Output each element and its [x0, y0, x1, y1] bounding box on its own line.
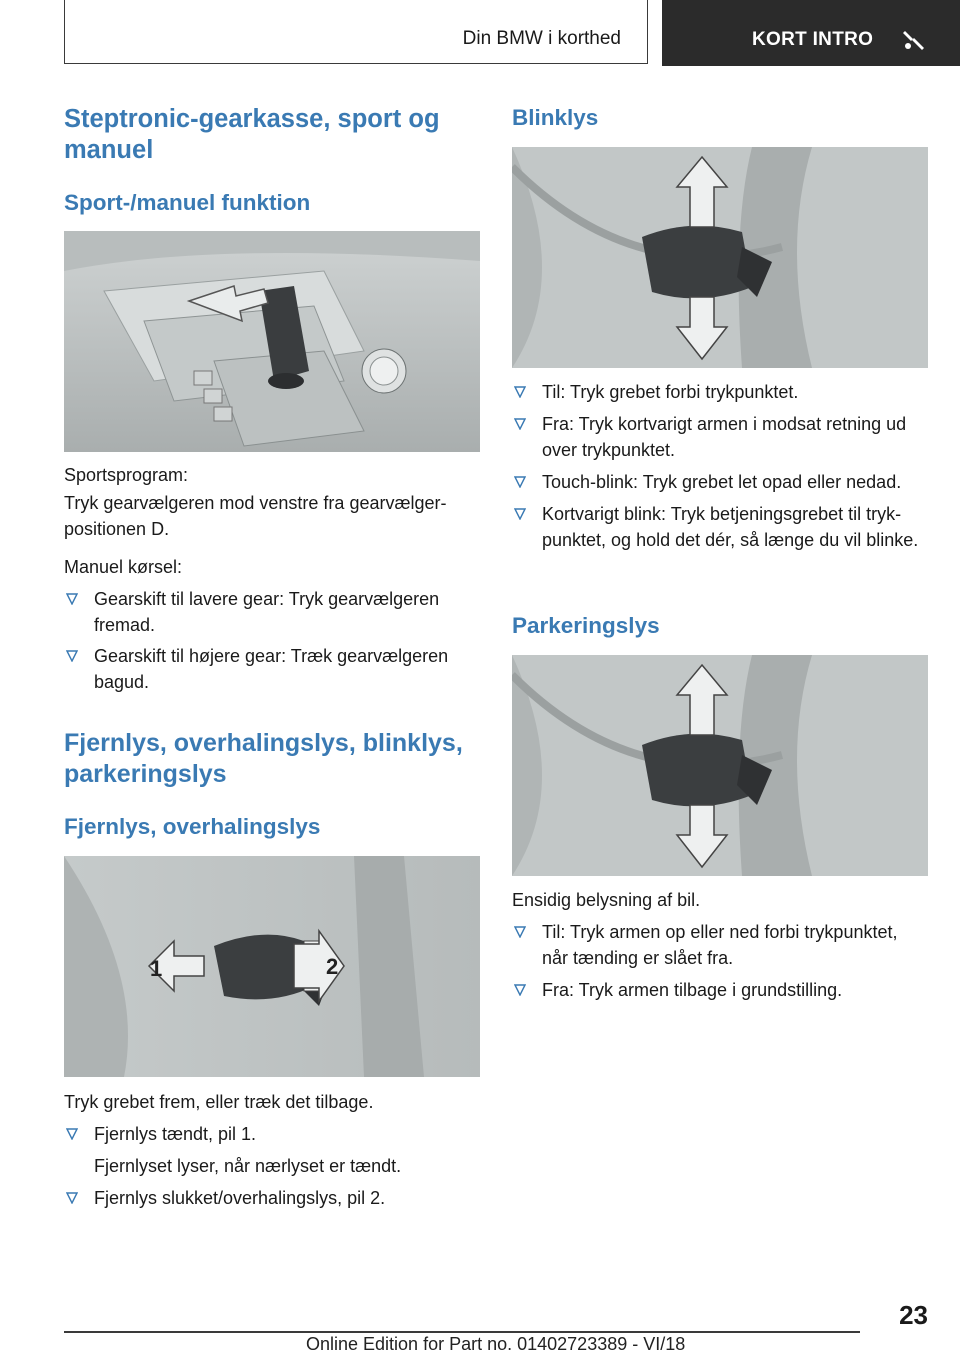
arrow-label-2: 2	[326, 954, 339, 979]
list-item	[64, 1121, 480, 1147]
list-item-text: Kortvarigt blink: Tryk betjeningsgrebet til trykpunktet, og hold det dér, så længe du vil blinke.	[542, 504, 919, 550]
parking-light-stalk-image	[512, 655, 928, 876]
turn-signal-stalk-image	[512, 147, 928, 368]
list-item	[512, 469, 928, 495]
bullet-triangle-icon	[514, 476, 526, 488]
list-item	[512, 379, 928, 405]
footer-divider	[64, 1331, 860, 1333]
list-item	[64, 586, 480, 638]
gear-selector-image	[64, 231, 480, 452]
bullet-triangle-icon	[66, 593, 78, 605]
list-item-text: Fjernlys slukket/overhalingslys, pil 2.	[94, 1188, 386, 1208]
page-number: 23	[899, 1300, 928, 1330]
bullet-triangle-icon	[514, 386, 526, 398]
heading-high-beam: Fjernlys, overhalingslys	[64, 814, 321, 839]
para-manual: Manuel kørsel:	[64, 557, 183, 577]
para-sportsprogram: Sportsprogram:	[64, 465, 189, 485]
list-item-text: Gearskift til højere gear: Træk gearvælgeren bagud.	[94, 646, 449, 692]
heading-steptronic: Steptronic-gearkasse, sport og manuel	[64, 105, 440, 164]
list-item-text: Fra: Tryk kortvarigt armen i modsat retning ud over trykpunktet.	[542, 414, 907, 460]
bullet-triangle-icon	[66, 1192, 78, 1204]
heading-turn-signal: Blinklys	[512, 105, 599, 130]
list-item-text: Fra: Tryk armen tilbage i grundstilling.	[542, 980, 843, 1000]
list-item	[64, 643, 480, 695]
list-item-text: Gearskift til lavere gear: Tryk gearvælgeren fremad.	[94, 589, 440, 635]
bullet-triangle-icon	[514, 984, 526, 996]
list-item	[512, 411, 928, 463]
list-item-text: Fjernlys tændt, pil 1.	[94, 1124, 257, 1144]
list-item	[512, 501, 928, 553]
list-item-subtext: Fjernlyset lyser, når nærlyset er tændt.	[94, 1156, 402, 1176]
header-section-box	[64, 0, 648, 64]
bullet-triangle-icon	[66, 1128, 78, 1140]
list-item	[64, 1185, 480, 1211]
para-push-pull: Tryk grebet frem, eller træk det tilbage.	[64, 1092, 374, 1112]
heading-sport-manual: Sport-/manuel funktion	[64, 190, 311, 215]
list-item-text: Til: Tryk armen op eller ned forbi trykpunktet, når tænding er slået fra.	[542, 922, 898, 968]
list-item	[512, 977, 928, 1003]
list-item	[512, 919, 928, 971]
car-wrench-icon	[902, 28, 926, 52]
list-item-text: Til: Tryk grebet forbi trykpunktet.	[542, 382, 799, 402]
bullet-triangle-icon	[514, 508, 526, 520]
footer-edition: Online Edition for Part no. 01402723389 - VI/18	[306, 1334, 686, 1354]
bullet-triangle-icon	[514, 926, 526, 938]
heading-lights: Fjernlys, overhalingslys, blinklys, parkeringslys	[64, 729, 463, 788]
heading-parking-light: Parkeringslys	[512, 613, 660, 638]
arrow-label-1: 1	[150, 956, 163, 981]
list-item-text: Touch-blink: Tryk grebet let opad eller nedad.	[542, 472, 902, 492]
para-sportsprogram-desc: Tryk gearvælgeren mod venstre fra gearvælgerpositionen D.	[64, 493, 447, 539]
header-chapter-tab[interactable]	[662, 0, 960, 66]
para-one-sided: Ensidig belysning af bil.	[512, 890, 701, 910]
high-beam-stalk-image	[64, 856, 480, 1077]
header-chapter-label: KORT INTRO	[752, 29, 874, 50]
header-section-title: Din BMW i korthed	[462, 28, 621, 49]
bullet-triangle-icon	[514, 418, 526, 430]
bullet-triangle-icon	[66, 650, 78, 662]
